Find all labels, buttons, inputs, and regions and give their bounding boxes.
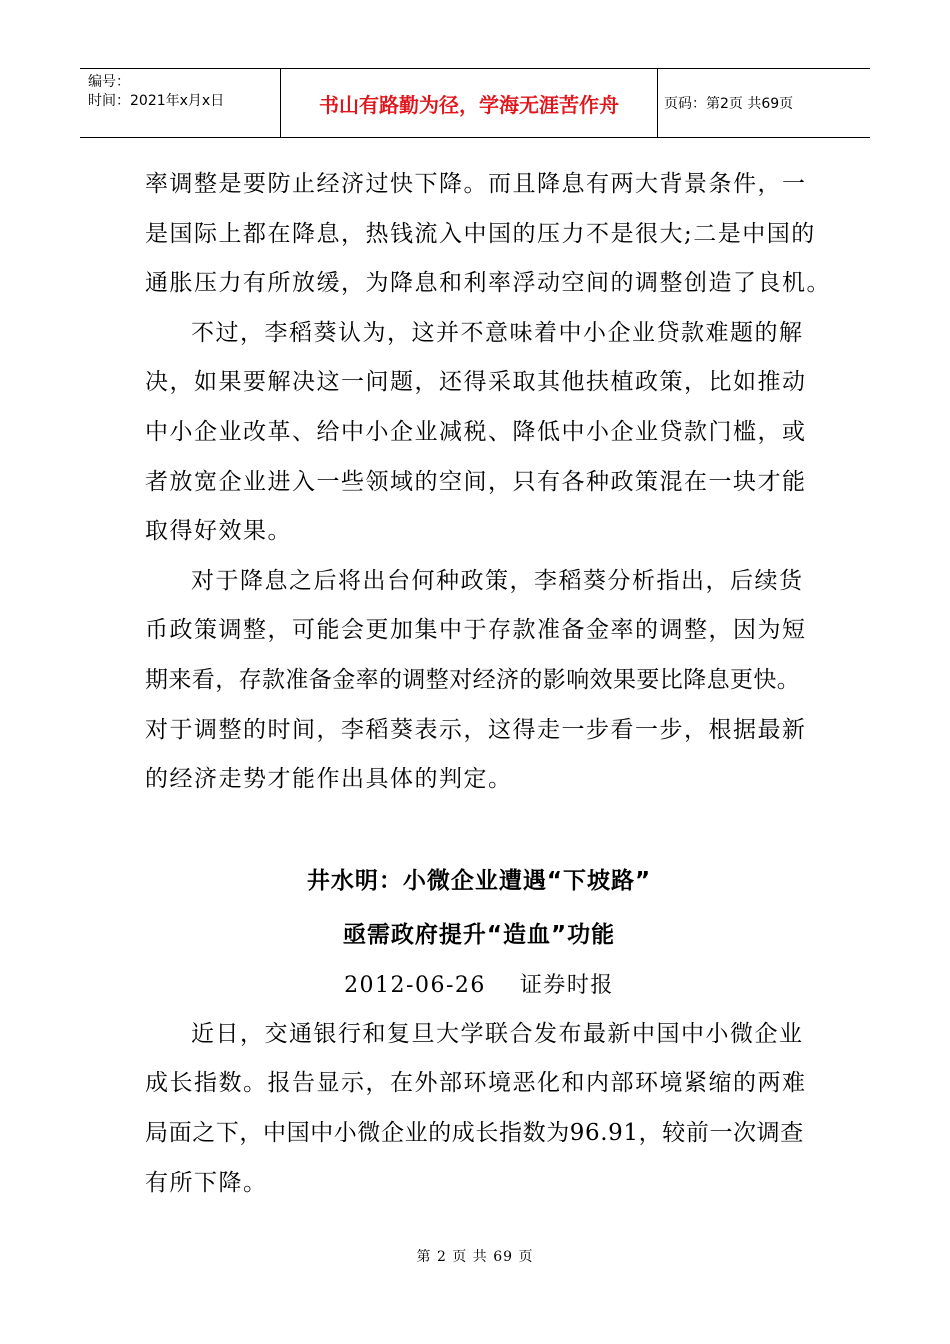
- text-line: 成长指数。报告显示，在外部环境恶化和内部环境紧缩的两难: [145, 1070, 807, 1097]
- text-line: 局面之下，中国中小微企业的成长指数为96.91，较前一次调查: [145, 1119, 804, 1146]
- text-line: 通胀压力有所放缓，为降息和利率浮动空间的调整创造了良机。: [145, 270, 831, 297]
- spacer: [145, 805, 813, 854]
- text-line: 有所下降。: [145, 1169, 268, 1196]
- text-line: 者放宽企业进入一些领域的空间，只有各种政策混在一块才能: [145, 468, 807, 495]
- header-motto: 书山有路勤为径，学海无涯苦作舟: [281, 69, 658, 137]
- text-line: 对于降息之后将出台何种政策，李稻葵分析指出，后续货: [191, 567, 804, 594]
- text-line: 率调整是要防止经济过快下降。而且降息有两大背景条件，一: [145, 171, 807, 197]
- text-line: 币政策调整，可能会更加集中于存款准备金率的调整，因为短: [145, 617, 807, 644]
- document-body: [145, 160, 831, 1208]
- text-line: 近日，交通银行和复旦大学联合发布最新中国中小微企业: [191, 1020, 804, 1047]
- article-source: 证券时报: [519, 972, 614, 998]
- text-line: 对于调整的时间，李稻葵表示，这得走一步看一步，根据最新: [145, 716, 807, 743]
- article-title-line-2: 亟需政府提升“造血”功能: [342, 921, 616, 948]
- text-line: 不过，李稻葵认为，这并不意味着中小企业贷款难题的解: [191, 319, 804, 346]
- page-footer: 第 2 页 共 69 页: [416, 1249, 534, 1265]
- paragraph-1: [145, 160, 831, 309]
- article-date: 2012-06-26: [344, 972, 486, 998]
- number-label: 编号：: [88, 74, 130, 90]
- paragraph-2: [145, 309, 813, 557]
- header-meta: [80, 69, 281, 137]
- article-dateline: [145, 962, 813, 1010]
- text-line: 是国际上都在降息，热钱流入中国的压力不是很大;二是中国的: [145, 220, 816, 247]
- text-line: 的经济走势才能作出具体的判定。: [145, 766, 513, 793]
- article-title-line-1: 井水明：小微企业遭遇“下坡路”: [306, 867, 652, 894]
- text-line: 中小企业改革、给中小企业减税、降低中小企业贷款门槛，或: [145, 418, 807, 445]
- header-page-info: 页码：第2页 共69页: [664, 96, 794, 112]
- time-label: 时间：2021年x月x日: [88, 93, 225, 109]
- text-line: 期来看，存款准备金率的调整对经济的影响效果要比降息更快。: [145, 666, 801, 693]
- text-line: 决，如果要解决这一问题，还得采取其他扶植政策，比如推动: [145, 369, 807, 396]
- text-line: 取得好效果。: [145, 518, 292, 545]
- paragraph-3: [145, 557, 813, 805]
- paragraph-4: [145, 1010, 813, 1208]
- page-header: [80, 68, 870, 138]
